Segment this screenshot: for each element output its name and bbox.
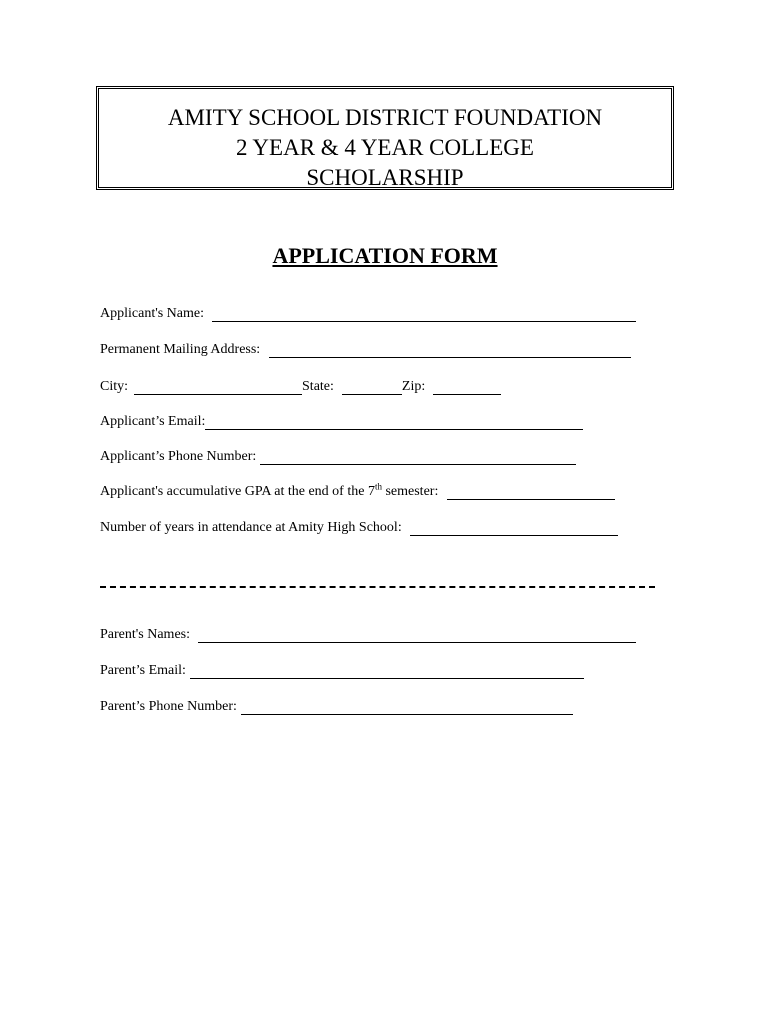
form-title: APPLICATION FORM — [272, 243, 498, 268]
parent-email-row — [100, 663, 584, 679]
applicant-name-field[interactable] — [212, 307, 636, 322]
parent-names-label: Parent's Names: — [100, 627, 191, 642]
city-label: City: — [100, 379, 129, 394]
applicant-email-field[interactable] — [205, 415, 583, 430]
parent-phone-field[interactable] — [241, 700, 573, 715]
city-state-zip-row — [100, 379, 501, 395]
applicant-email-row — [100, 414, 583, 430]
parent-names-row — [100, 627, 636, 643]
applicant-email-label: Applicant’s Email: — [100, 414, 206, 429]
section-divider — [100, 586, 655, 588]
title-line-1: AMITY SCHOOL DISTRICT FOUNDATION — [167, 105, 603, 130]
years-attendance-field[interactable] — [410, 521, 618, 536]
city-field[interactable] — [134, 380, 302, 395]
applicant-name-row — [100, 306, 636, 322]
parent-email-field[interactable] — [190, 664, 584, 679]
years-attendance-label: Number of years in attendance at Amity High School: — [100, 520, 402, 535]
mailing-address-row — [100, 342, 631, 358]
gpa-row — [100, 481, 615, 500]
zip-field[interactable] — [433, 380, 501, 395]
applicant-phone-row — [100, 449, 576, 465]
applicant-name-label: Applicant's Name: — [100, 306, 204, 321]
years-attendance-row — [100, 520, 618, 536]
state-label: State: — [302, 379, 334, 394]
parent-names-field[interactable] — [198, 628, 636, 643]
mailing-address-field[interactable] — [269, 343, 631, 358]
parent-phone-row — [100, 699, 573, 715]
state-field[interactable] — [342, 380, 402, 395]
title-box — [96, 86, 674, 190]
mailing-address-label: Permanent Mailing Address: — [100, 342, 261, 357]
parent-email-label: Parent’s Email: — [100, 663, 186, 678]
applicant-phone-field[interactable] — [260, 450, 576, 465]
title-line-3: SCHOLARSHIP — [306, 165, 464, 190]
gpa-field[interactable] — [447, 485, 615, 500]
gpa-label: Applicant's accumulative GPA at the end of the 7th semester: — [100, 481, 439, 499]
title-line-2: 2 YEAR & 4 YEAR COLLEGE — [236, 135, 534, 160]
parent-phone-label: Parent’s Phone Number: — [100, 699, 237, 714]
applicant-phone-label: Applicant’s Phone Number: — [100, 449, 257, 464]
zip-label: Zip: — [401, 379, 426, 394]
